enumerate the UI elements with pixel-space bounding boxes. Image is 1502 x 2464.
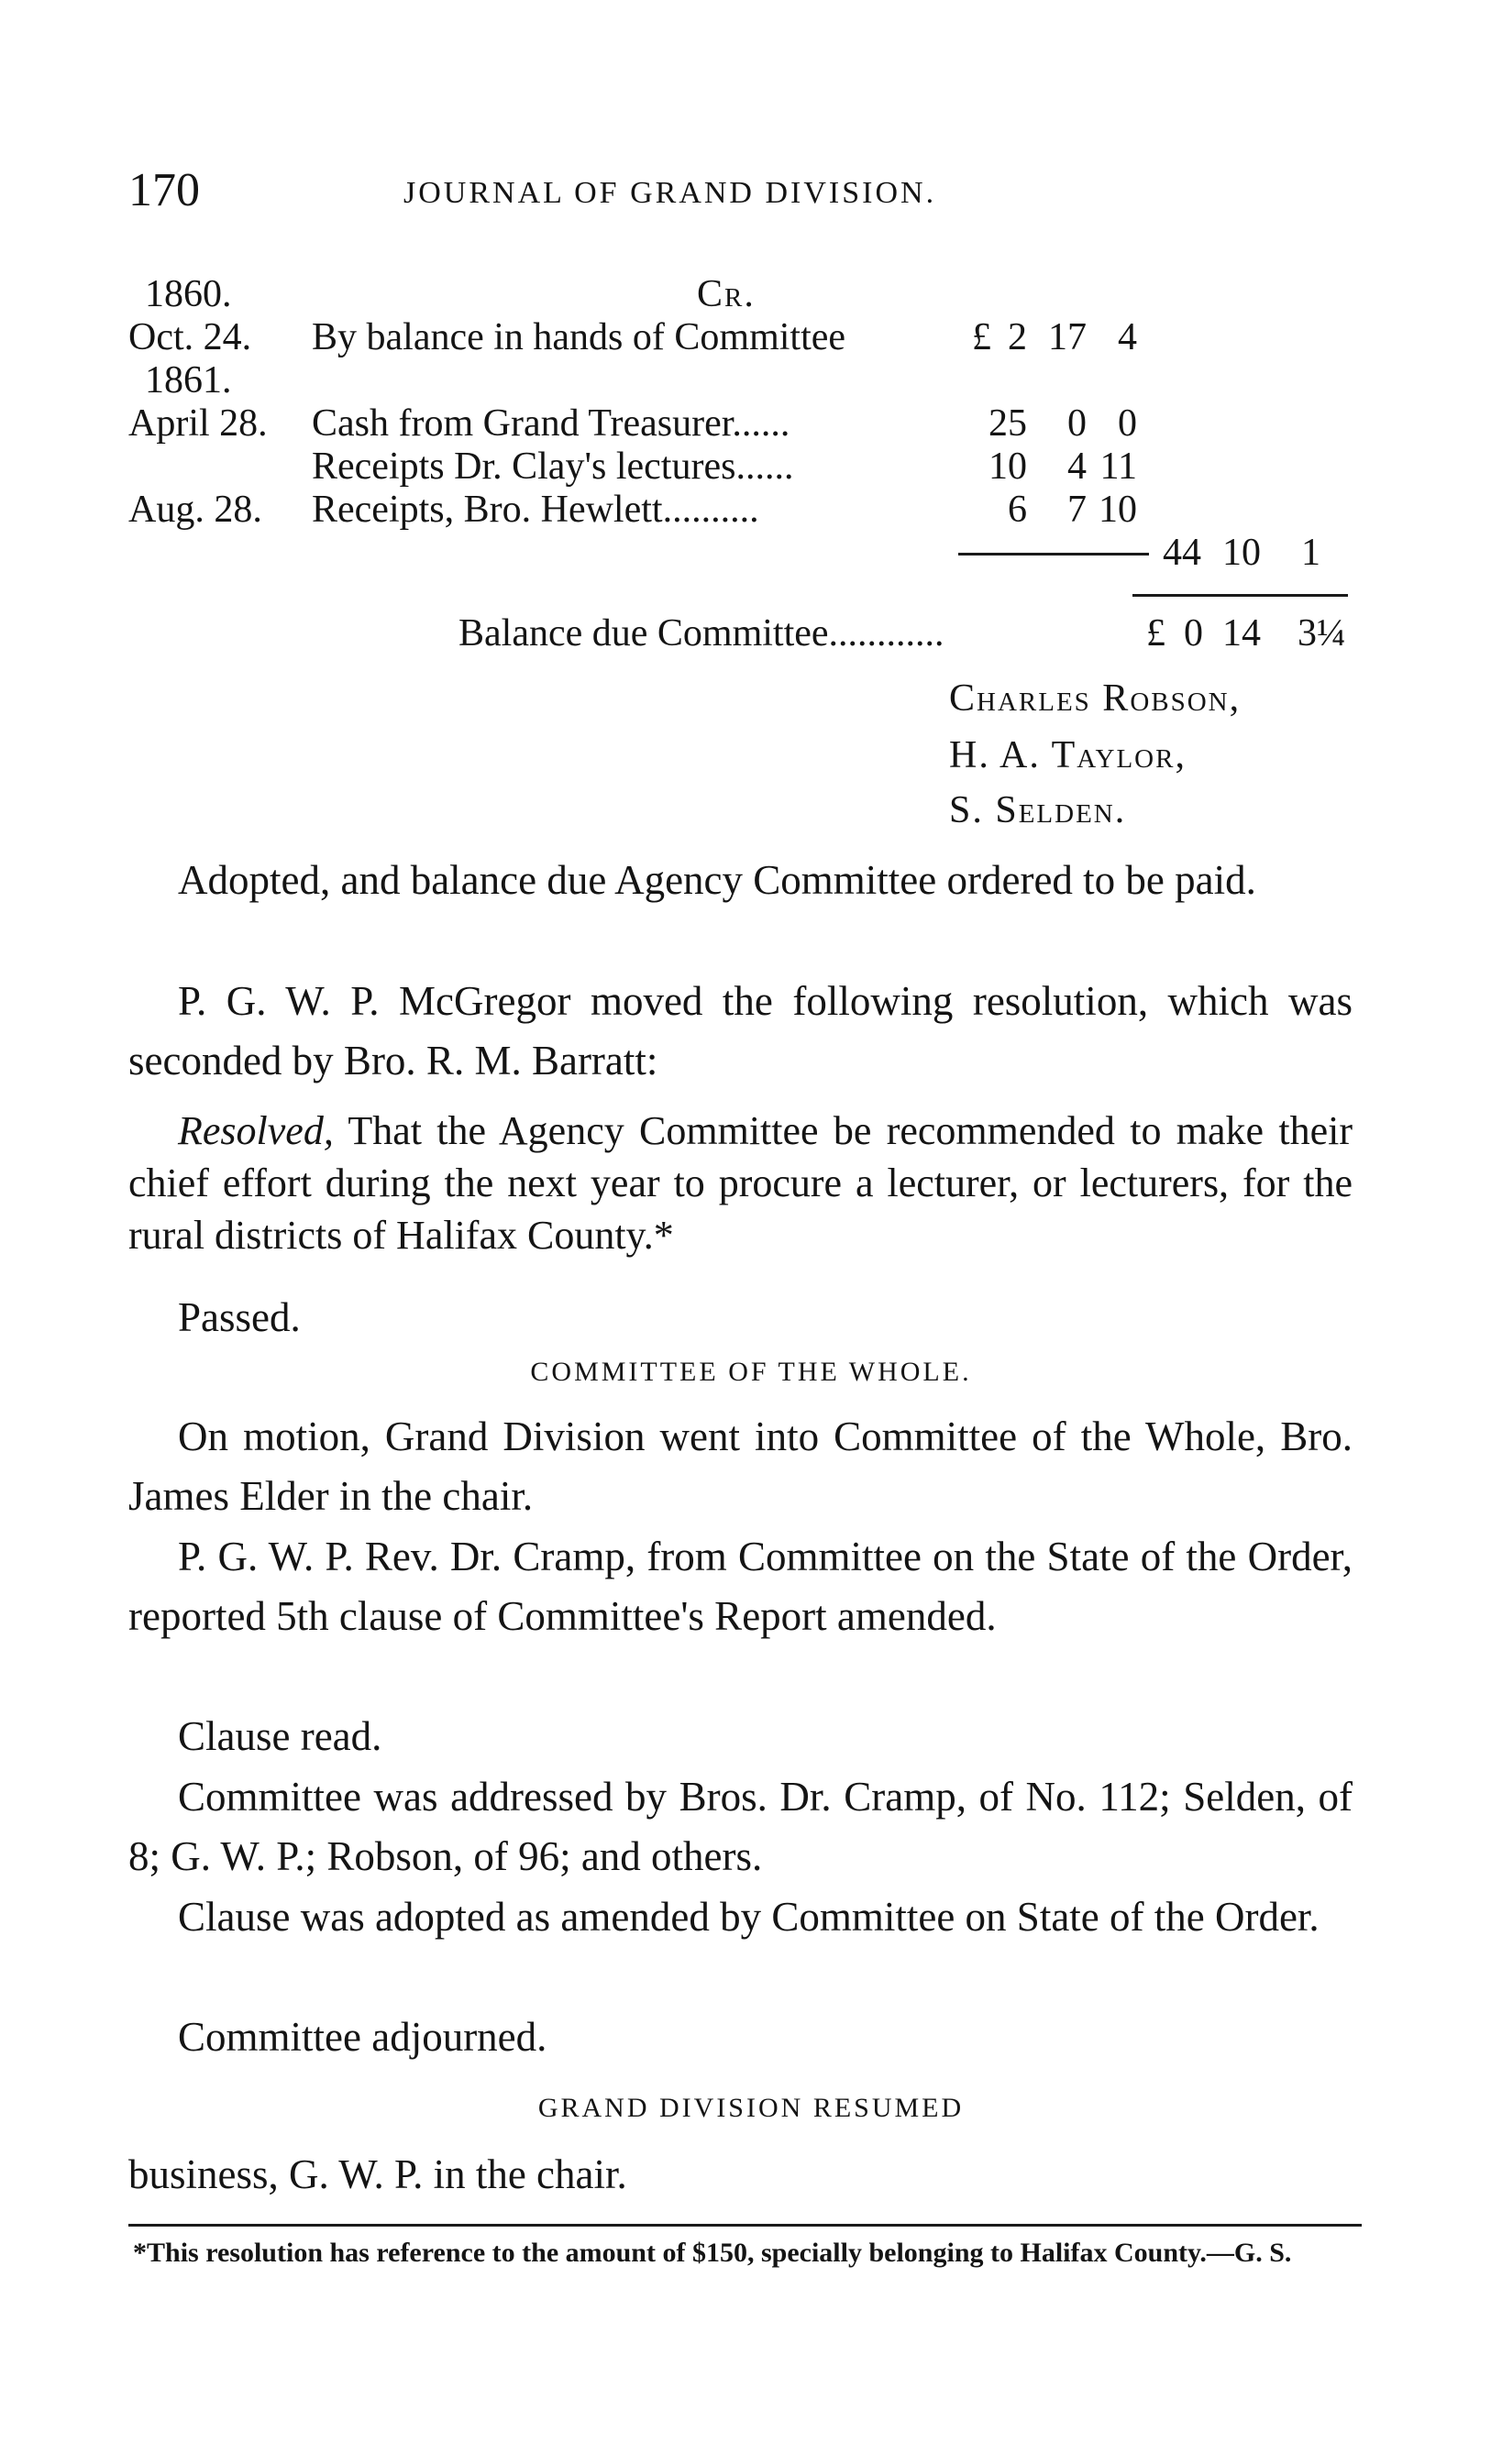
- signatory-selden: S. Selden.: [949, 789, 1127, 831]
- footnote-rule: [128, 2224, 1362, 2227]
- total-pounds: 44: [1163, 532, 1201, 574]
- account-description: Cash from Grand Treasurer......: [312, 402, 790, 445]
- footnote: *This resolution has reference to the amount of $150, specially belonging to Halifax County.—G. S.: [133, 2238, 1292, 2268]
- amount-pence: 0: [1118, 402, 1137, 445]
- account-description: Receipts, Bro. Hewlett..........: [312, 489, 759, 531]
- paragraph-on-motion: On motion, Grand Division went into Committee of the Whole, Bro. James Elder in the chair.: [128, 1414, 1353, 1519]
- total-shillings: 10: [1222, 532, 1261, 574]
- paragraph-passed: Passed.: [178, 1294, 301, 1340]
- paragraph-adopted: Adopted, and balance due Agency Committee ordered to be paid.: [178, 857, 1256, 903]
- total-pence: 1: [1301, 532, 1320, 574]
- amount-shillings: 0: [1067, 402, 1087, 445]
- paragraph-cramp-report: P. G. W. P. Rev. Dr. Cramp, from Committee on the State of the Order, reported 5th clause of Committee's Report amended.: [128, 1534, 1353, 1639]
- amount-pounds: 10: [988, 446, 1027, 488]
- account-description: Receipts Dr. Clay's lectures......: [312, 446, 794, 488]
- amount-pence: 10: [1099, 489, 1137, 531]
- section-heading-committee-of-the-whole: COMMITTEE OF THE WHOLE.: [530, 1357, 972, 1387]
- account-year-1860: 1860.: [145, 273, 232, 315]
- signatory-taylor: H. A. Taylor,: [949, 734, 1187, 776]
- balance-currency: £: [1146, 612, 1165, 654]
- credit-label: Cr.: [697, 273, 756, 315]
- balance-shillings: 14: [1222, 612, 1261, 654]
- amount-pounds: 25: [988, 402, 1027, 445]
- amount-pounds: 2: [1008, 316, 1027, 358]
- resolved-word: Resolved,: [178, 1108, 334, 1153]
- account-date: Aug. 28.: [128, 489, 262, 531]
- resolution-text: That the Agency Committee be recommended to make their chief effort during the next year to procure a lecturer, or lecturers, for the rural districts of Halifax County.*: [128, 1108, 1353, 1258]
- paragraph-motion: P. G. W. P. McGregor moved the following resolution, which was seconded by Bro. R. M. Barratt:: [128, 978, 1353, 1084]
- paragraph-clause-adopted: Clause was adopted as amended by Committee on State of the Order.: [178, 1894, 1320, 1940]
- account-date: April 28.: [128, 402, 268, 445]
- paragraph-resolution: [128, 1105, 1353, 1261]
- amount-shillings: 4: [1067, 446, 1087, 488]
- balance-label: Balance due Committee............: [458, 612, 944, 654]
- paragraph-clause-read: Clause read.: [178, 1713, 382, 1759]
- running-title: JOURNAL OF GRAND DIVISION.: [403, 176, 937, 210]
- paragraph-addressed: Committee was addressed by Bros. Dr. Cramp, of No. 112; Selden, of 8; G. W. P.; Robson, of 96; and others.: [128, 1774, 1353, 1879]
- total-rule: [1132, 594, 1348, 597]
- currency-symbol: £: [972, 316, 991, 358]
- amount-pounds: 6: [1008, 489, 1027, 531]
- account-year-1861: 1861.: [145, 359, 232, 402]
- amount-pence: 4: [1118, 316, 1137, 358]
- account-description: By balance in hands of Committee: [312, 316, 846, 358]
- balance-pounds: 0: [1184, 612, 1203, 654]
- page-number: 170: [128, 164, 200, 216]
- signatory-robson: Charles Robson,: [949, 677, 1242, 720]
- section-heading-grand-division-resumed: GRAND DIVISION RESUMED: [537, 2093, 965, 2123]
- paragraph-business: business, G. W. P. in the chair.: [128, 2151, 627, 2197]
- amount-shillings: 17: [1048, 316, 1087, 358]
- paragraph-adjourned: Committee adjourned.: [178, 2014, 547, 2060]
- account-date: Oct. 24.: [128, 316, 252, 358]
- subtotal-rule: [958, 553, 1149, 556]
- amount-pence: 11: [1099, 446, 1137, 488]
- balance-pence: 3¼: [1298, 612, 1346, 654]
- amount-shillings: 7: [1067, 489, 1087, 531]
